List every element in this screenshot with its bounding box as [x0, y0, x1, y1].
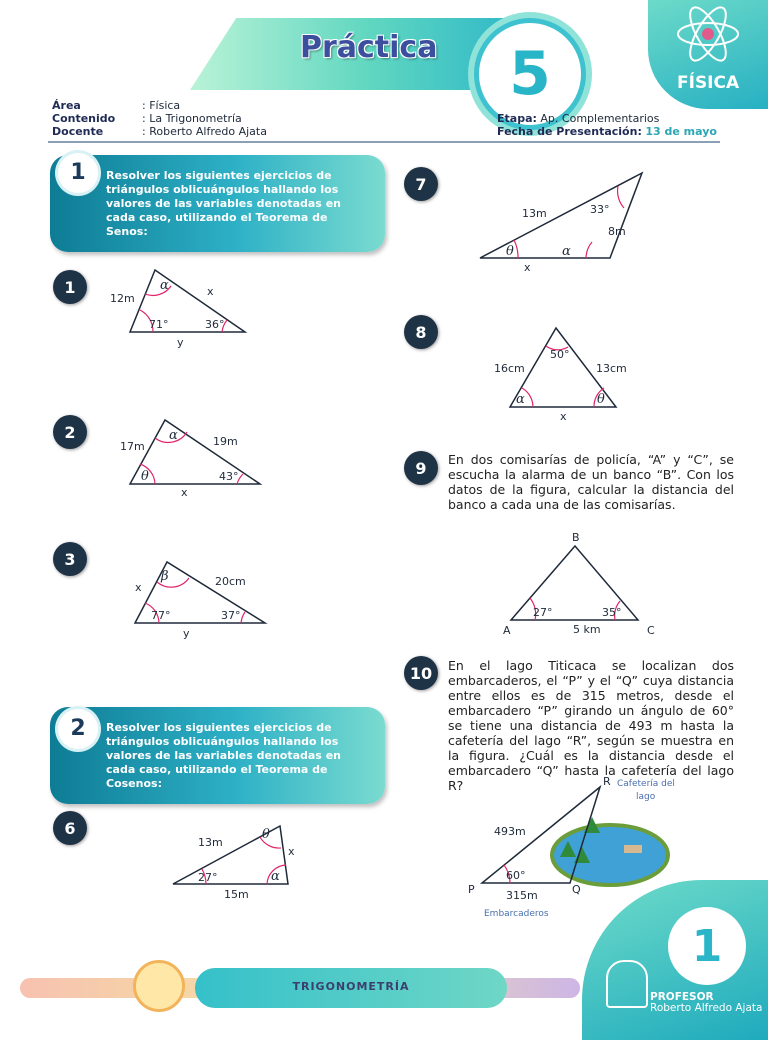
vertex-a: A: [503, 624, 511, 637]
section2-number: 2: [58, 709, 98, 749]
angle-top: 33°: [590, 203, 610, 216]
section1-text: Resolver los siguientes ejercicios de triángulos oblicuángulos hallando los valores de las variables denotadas en cada caso, utilizando el Teorema de Senos:: [106, 169, 341, 238]
professor-role: PROFESOR: [650, 991, 714, 1003]
angle-p: 60°: [506, 869, 526, 882]
page-number: 1: [691, 920, 723, 972]
section2-text: Resolver los siguientes ejercicios de triángulos oblicuángulos hallando los valores de las variables denotadas en cada caso, utilizando el Teorema de Cosenos:: [106, 721, 341, 790]
problem-7-badge: 7: [404, 167, 438, 201]
angle-right: α: [271, 869, 280, 884]
angle-a: 27°: [533, 606, 553, 619]
subject-label: FÍSICA: [677, 73, 740, 93]
etapa-value: Ap. Complementarios: [540, 112, 660, 125]
angle-top: α: [160, 278, 169, 293]
side-bottom: 15m: [224, 888, 249, 901]
side-left: 16cm: [494, 362, 525, 375]
atom-icon: [648, 0, 768, 74]
info-left: [52, 99, 267, 138]
side-bottom: x: [560, 410, 567, 423]
problem-1-badge: 1: [53, 270, 87, 304]
side-pq: 315m: [506, 889, 538, 902]
side-bottom: x: [524, 261, 531, 274]
vertex-r: R: [603, 775, 611, 788]
problem-9-badge: 9: [404, 451, 438, 485]
triangle-2: [105, 412, 275, 502]
problem-10-text: En el lago Titicaca se localizan dos embarcaderos, el “P” y el “Q” cuya distancia entre ellos es de 315 metros, desde el embarcadero “P” girando un ángulo de 60° se tiene una distancia de 493 m hasta la cafetería del lago “R”, según se muestra en la figura. ¿Cuál es la distancia desde el embarcadero “Q” hasta la cafetería del lago R?: [448, 658, 734, 793]
triangle-8: [490, 320, 635, 425]
angle-left: 77°: [151, 609, 171, 622]
vertex-b: B: [572, 531, 580, 544]
professor-name: Roberto Alfredo Ajata: [650, 1002, 763, 1014]
side-left: 12m: [110, 292, 135, 305]
angle-top: 50°: [550, 348, 570, 361]
angle-right: 43°: [219, 470, 239, 483]
embarcaderos-label: Embarcaderos: [484, 909, 549, 919]
cafe-icon: [624, 845, 642, 853]
side-bottom: x: [181, 486, 188, 499]
problem-3-badge: 3: [53, 542, 87, 576]
practice-number: 5: [509, 39, 551, 109]
side-ac: 5 km: [573, 623, 601, 636]
angle-top: β: [161, 569, 169, 584]
section1-box: [50, 155, 385, 252]
side-left: 17m: [120, 440, 145, 453]
footer-topic: TRIGONOMETRÍA: [292, 980, 410, 993]
etapa-label: Etapa:: [497, 112, 537, 125]
problem-2-badge: 2: [53, 415, 87, 449]
angle-c: 35°: [602, 606, 622, 619]
side-right: x: [288, 845, 295, 858]
vertex-c: C: [647, 624, 655, 637]
problem-6-badge: 6: [53, 811, 87, 845]
info-right: [497, 112, 717, 138]
angle-right: α: [562, 244, 571, 259]
side-right: 19m: [213, 435, 238, 448]
side-bottom: y: [183, 627, 190, 640]
info-label: Docente: [52, 125, 104, 138]
vertex-q: Q: [572, 883, 581, 896]
angle-right: θ: [597, 392, 605, 407]
angle-top: θ: [262, 827, 270, 842]
fecha-label: Fecha de Presentación:: [497, 125, 642, 138]
angle-left: θ: [141, 469, 149, 484]
cafe-label-1: Cafetería del: [617, 779, 675, 789]
info-label: Contenido: [52, 112, 116, 125]
side-top: 13m: [198, 836, 223, 849]
vertex-p: P: [468, 883, 475, 896]
angle-right: 37°: [221, 609, 241, 622]
fecha-value: 13 de mayo: [645, 125, 717, 138]
angle-top: α: [169, 428, 178, 443]
professor-label: [650, 992, 762, 1014]
section2-box: [50, 707, 385, 804]
triangle-3: [125, 548, 275, 643]
side-right: 20cm: [215, 575, 246, 588]
angle-left: 27°: [198, 871, 218, 884]
triangle-6: [168, 818, 308, 903]
section1-number: 1: [58, 153, 98, 193]
info-value: : La Trigonometría: [142, 112, 242, 125]
side-right: x: [207, 285, 214, 298]
cafe-label-2: lago: [636, 792, 656, 802]
header-divider: [48, 141, 720, 143]
student-avatar: [133, 960, 185, 1012]
angle-right: 36°: [205, 318, 225, 331]
side-top: 13m: [522, 207, 547, 220]
info-value: : Física: [142, 99, 181, 112]
triangle-7: [470, 168, 660, 276]
angle-left: θ: [506, 244, 514, 259]
angle-left: 71°: [149, 318, 169, 331]
problem-9-text: En dos comisarías de policía, “A” y “C”, se escucha la alarma de un banco “B”. Con los datos de la figura, calcular la distancia del banco a cada una de las comisarías.: [448, 452, 734, 512]
side-bottom: y: [177, 336, 184, 349]
problem-8-badge: 8: [404, 315, 438, 349]
side-pr: 493m: [494, 825, 526, 838]
side-left: x: [135, 581, 142, 594]
side-right: 13cm: [596, 362, 627, 375]
page-number-circle: [668, 907, 746, 985]
page-title: Práctica: [300, 30, 438, 65]
side-right: 8m: [608, 225, 626, 238]
teacher-avatar-icon: [606, 960, 648, 1008]
triangle-9: [495, 528, 670, 640]
info-value: : Roberto Alfredo Ajata: [142, 125, 267, 138]
info-label: Área: [52, 99, 81, 112]
problem-10-badge: 10: [404, 656, 438, 690]
triangle-1: [105, 262, 265, 352]
angle-left: α: [516, 392, 525, 407]
